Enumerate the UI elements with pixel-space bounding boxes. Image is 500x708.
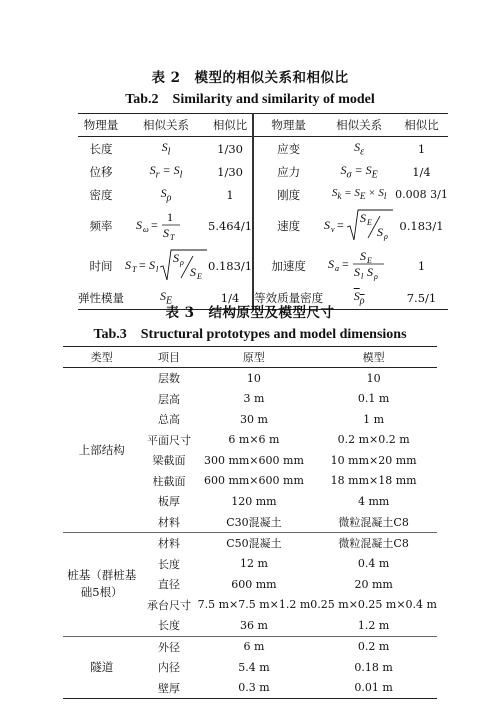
table3-caption-cn: 表 3 结构原型及模型尺寸 [165,305,335,321]
relation-cell [323,246,395,286]
model-cell: 10 [366,371,381,385]
prototype-cell: 12 m [239,557,268,571]
formula-denominator: S [163,225,169,240]
item-cell: 承台尺寸 [147,598,191,612]
ratio-cell: 1/4 [220,290,240,305]
formula-equals: = [342,256,349,271]
formula-symbol: S [136,217,142,232]
relation-cell: $S_E$ [159,288,173,307]
table2-header-ratio-2: 相似比 [395,114,448,137]
item-cell: 外径 [140,636,197,657]
formula-subscript: T [170,232,175,242]
table3-header-prototype: 原型 [198,347,311,368]
table2-header-relation-2: 相似关系 [323,114,395,137]
table2-caption-cn: 表 2 模型的相似关系和相似比 [151,70,349,86]
model-cell: 1 m [363,412,385,426]
formula-symbol: S [324,217,331,232]
prototype-cell: 6 m×6 m [228,433,280,447]
formula-numerator: 1 [167,209,173,224]
prototype-cell: 300 mm×600 mm [203,453,304,467]
relation-cell: $S_l$ [161,139,171,158]
time-formula [124,247,208,283]
relation-cell: $S_\sigma = S_E$ [340,162,378,181]
formula-denominator: S [190,264,196,279]
table3-header-item: 项目 [140,347,197,368]
model-cell: 4 mm [357,494,390,508]
table3-header-model: 模型 [310,347,437,368]
prototype-cell: C50混凝土 [198,533,311,554]
relation-cell: $S_\varepsilon$ [354,139,365,158]
model-cell: 10 mm×20 mm [330,453,417,467]
ratio-cell: 1/4 [412,164,431,179]
formula-numerator: S [360,248,367,263]
quantity-cell: 时间 [89,259,113,273]
prototype-cell: 0.3 m [238,681,270,695]
table3-header-type: 类型 [63,347,140,368]
formula-denominator: S [377,224,384,239]
item-cell: 内径 [158,661,180,675]
table-row [63,368,437,389]
table-row [63,533,437,554]
formula-subscript: ρ [374,271,378,281]
prototype-cell: 600 mm [231,577,277,591]
table-row [78,206,448,246]
quantity-cell: 位移 [89,164,113,179]
table-row [78,160,448,183]
formula-denominator: S [367,264,374,279]
formula-denominator: S [354,264,361,279]
formula-numerator: S [360,210,367,225]
formula-subscript: v [331,224,335,234]
prototype-cell: 600 mm×600 mm [203,474,304,488]
table2-header-quantity-2: 物理量 [253,114,323,137]
formula-subscript: ρ [384,231,388,241]
prototype-cell: 30 m [239,412,268,426]
item-cell: 总高 [158,413,180,427]
formula-equals: = [337,217,344,232]
formula-symbol: S [125,257,131,272]
table-row [78,246,448,286]
item-cell: 梁截面 [152,454,186,468]
formula-subscript: E [197,271,202,281]
model-cell: 0.01 m [354,681,393,695]
prototype-cell: 6 m [198,636,311,657]
quantity-cell: 应变 [253,137,323,161]
quantity-cell: 等效质量密度 [253,286,323,310]
item-cell: 长度 [158,557,180,571]
formula-subscript: l [361,271,364,281]
relation-cell [124,206,208,246]
quantity-cell: 刚度 [253,183,323,206]
prototype-cell: 36 m [239,618,268,632]
table-row [78,183,448,206]
formula-subscript: l [156,264,159,274]
model-cell: 20 mm [354,577,393,591]
relation-cell: $S_k = S_E \times S_l$ [331,187,387,202]
acceleration-formula [327,247,391,283]
prototype-cell: 7.5 m×7.5 m×1.2 m [197,598,311,612]
quantity-cell: 密度 [89,187,113,202]
model-cell: 微粒混凝土C8 [310,533,437,554]
formula-subscript: ρ [180,257,184,267]
ratio-cell: 1 [226,187,234,202]
table2-header-row [78,114,448,137]
quantity-cell: 加速度 [253,246,323,286]
model-cell: 18 mm×18 mm [330,474,417,488]
formula-subscript: E [367,255,373,265]
formula-numerator: S [173,250,179,265]
relation-cell [124,246,208,286]
relation-cell: $S_\rho$ [353,288,365,307]
table2-caption-en: Tab.2 Similarity and similarity of model [125,92,375,107]
model-cell: 0.2 m×0.2 m [337,433,410,447]
ratio-cell: 1/30 [217,164,243,179]
item-cell: 材料 [158,515,180,529]
relation-cell: $S_\rho$ [160,185,172,204]
item-cell: 长度 [158,619,180,633]
similarity-table [78,113,448,310]
quantity-cell: 速度 [253,206,323,246]
table2-header-ratio: 相似比 [208,114,253,137]
formula-subscript: E [367,217,373,227]
prototype-cell: 120 mm [231,494,277,508]
group-label: 桩基（群桩基 础5根） [63,533,140,637]
model-cell: 微粒混凝土C8 [338,515,409,529]
ratio-cell: 7.5/1 [406,290,437,305]
dimensions-table [63,346,437,699]
formula-subscript: a [335,263,340,273]
formula-subscript: ω [143,224,149,234]
ratio-cell: 0.008 3/1 [395,188,448,201]
table-row [78,137,448,161]
formula-symbol: S [328,256,335,271]
model-cell: 0.18 m [354,660,393,674]
model-cell: 0.2 m [310,636,437,657]
item-cell: 平面尺寸 [147,433,191,447]
item-cell: 板厚 [158,495,180,509]
item-cell: 层高 [158,392,180,406]
formula-subscript: T [132,264,137,274]
prototype-cell: C30混凝土 [226,515,282,529]
prototype-cell: 10 [246,371,261,385]
group-label: 隧道 [63,636,140,699]
relation-cell: $S_r = S_l$ [149,162,183,181]
item-cell: 层数 [158,372,180,386]
model-cell: 0.1 m [357,392,390,406]
relation-cell [323,206,395,246]
item-cell: 直径 [158,578,180,592]
table3-header-row [63,347,437,368]
group-label: 上部结构 [78,442,125,457]
ratio-cell: 1/30 [217,141,243,156]
velocity-formula [323,207,395,243]
item-cell: 柱截面 [152,474,186,488]
formula-equals: = [139,257,146,272]
ratio-cell: 1 [417,259,426,273]
table2-header-quantity: 物理量 [78,114,124,137]
formula-symbol: S [149,257,155,272]
model-cell: 0.4 m [357,557,390,571]
model-cell: 0.25 m×0.25 m×0.4 m [310,598,437,612]
prototype-cell: 3 m [243,392,265,406]
ratio-cell: 0.183/1 [399,219,444,233]
table2-header-relation: 相似关系 [124,114,208,137]
quantity-cell: 弹性模量 [78,290,124,305]
ratio-cell: 1 [417,141,426,156]
quantity-cell: 频率 [89,219,113,233]
quantity-cell: 应力 [253,160,323,183]
formula-equals: = [151,217,158,232]
table3-caption-en: Tab.3 Structural prototypes and model dimensions [93,327,407,342]
ratio-cell: 5.464/1 [208,219,253,233]
ratio-cell: 0.183/1 [208,259,253,273]
item-cell: 壁厚 [158,681,180,695]
item-cell: 材料 [140,533,197,554]
model-cell: 1.2 m [357,618,390,632]
prototype-cell: 5.4 m [238,660,270,674]
table-row [63,636,437,657]
quantity-cell: 长度 [89,141,113,156]
frequency-formula [134,208,198,242]
